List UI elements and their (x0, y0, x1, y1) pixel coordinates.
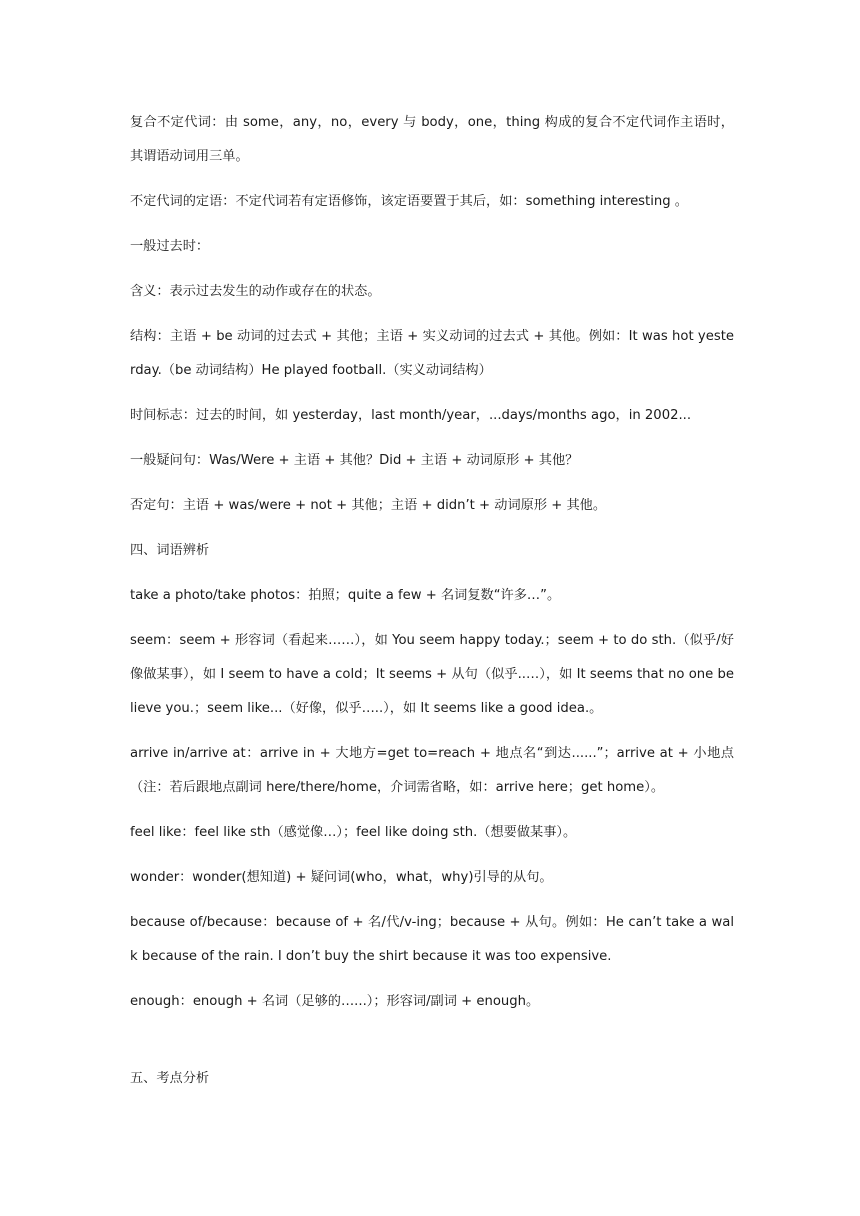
paragraph-structure: 结构：主语 + be 动词的过去式 + 其他；主语 + 实义动词的过去式 + 其他。例如：It was hot yesterday.（be 动词结构）He played football.（实义动词结构） (130, 329, 734, 378)
paragraph-general-question: 一般疑问句：Was/Were + 主语 + 其他？Did + 主语 + 动词原形 + 其他？ (130, 453, 579, 468)
paragraph-wonder: wonder：wonder(想知道) + 疑问词(who，what，why)引导的从句。 (130, 870, 553, 885)
paragraph-feel-like: feel like：feel like sth（感觉像…）；feel like doing sth.（想要做某事）。 (130, 825, 577, 840)
section-heading-word-discrimination: 四、词语辨析 (130, 543, 210, 558)
paragraph-time-markers: 时间标志：过去的时间，如 yesterday，last month/year，...days/months ago，in 2002... (130, 408, 692, 423)
heading-simple-past-tense: 一般过去时： (130, 239, 210, 254)
paragraph-negative-sentence: 否定句：主语 + was/were + not + 其他；主语 + didn’t + 动词原形 + 其他。 (130, 498, 607, 513)
paragraph-indefinite-pronoun-attribute: 不定代词的定语：不定代词若有定语修饰，该定语要置于其后，如：something interesting 。 (130, 194, 688, 209)
section-heading-exam-analysis: 五、考点分析 (130, 1071, 210, 1086)
paragraph-compound-indefinite-pronouns: 复合不定代词：由 some，any，no，every 与 body，one，thing 构成的复合不定代词作主语时，其谓语动词用三单。 (130, 115, 734, 164)
paragraph-enough: enough：enough + 名词（足够的…...）；形容词/副词 + enough。 (130, 994, 540, 1009)
paragraph-because-of: because of/because：because of + 名/代/v-ing；because + 从句。例如：He can’t take a walk because of the rain. I don’t buy the shirt because it was too expensive. (130, 915, 734, 964)
paragraph-take-a-photo: take a photo/take photos：拍照；quite a few + 名词复数“许多…”。 (130, 588, 561, 603)
paragraph-seem: seem：seem + 形容词（看起来……），如 You seem happy today.；seem + to do sth.（似乎/好像做某事），如 I seem to have a cold；It seems + 从句（似乎..…），如 It seems that no one believe you.；seem like...（好像，似乎…..），如 It seems like a good idea.。 (130, 633, 734, 716)
paragraph-meaning: 含义：表示过去发生的动作或存在的状态。 (130, 284, 381, 299)
paragraph-arrive: arrive in/arrive at：arrive in + 大地方=get to=reach + 地点名“到达......”；arrive at + 小地点（注：若后跟地点副词 here/there/home，介词需省略，如：arrive here；get home）。 (130, 746, 734, 795)
document-body (130, 106, 734, 1096)
